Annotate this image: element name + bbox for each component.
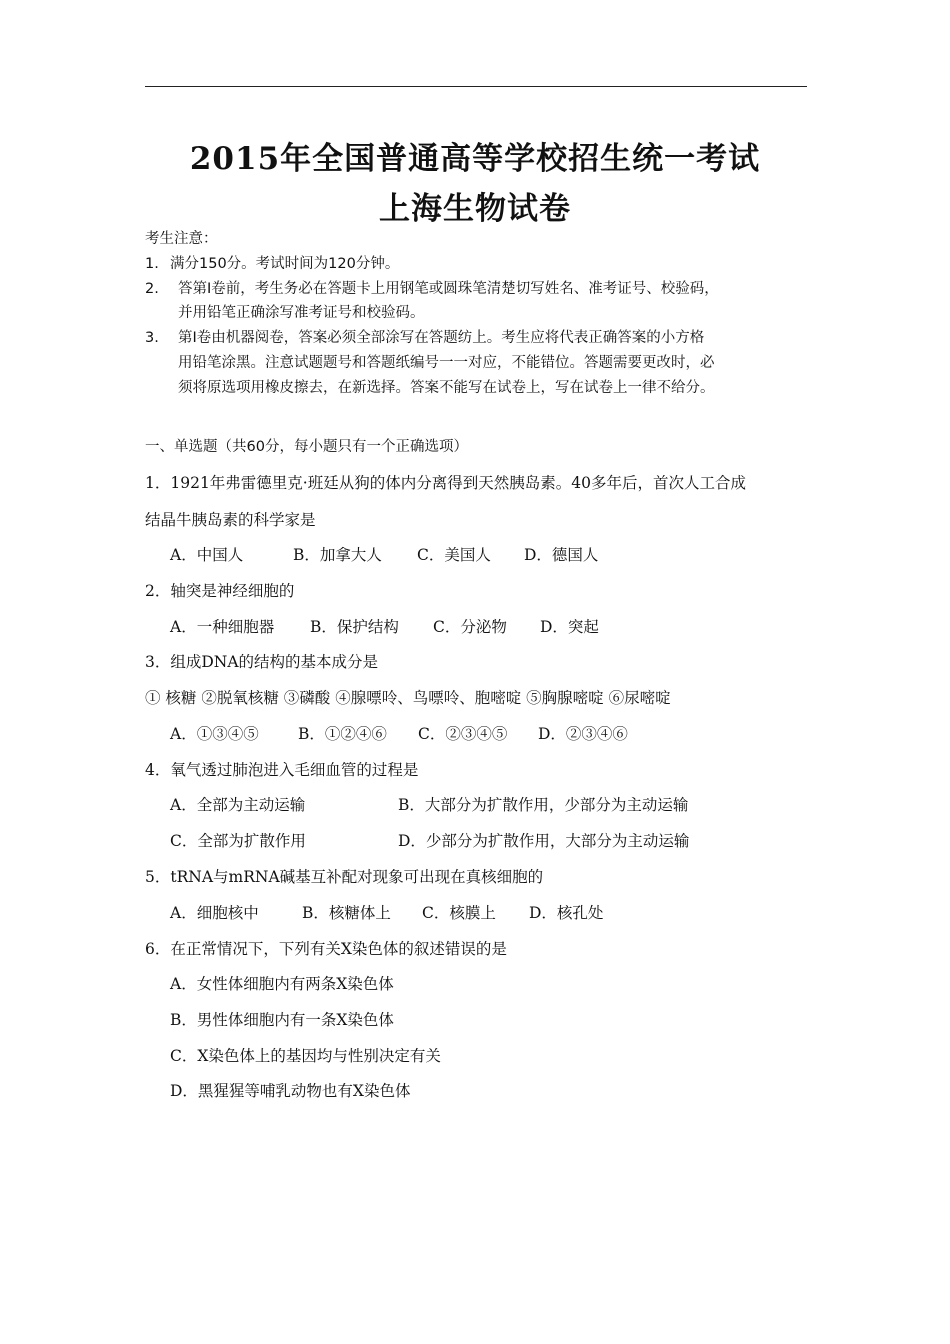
notice-item-1-line: 满分150分。考试时间为120分钟。	[170, 256, 400, 272]
question-4-option-a: A．全部为主动运输	[170, 796, 306, 814]
question-5-option-b: B．核糖体上	[302, 904, 391, 922]
notice-item-2-line-1: 答第Ⅰ卷前，考生务必在答题卡上用钢笔或圆珠笔清楚切写姓名、准考证号、校验码，	[178, 281, 719, 297]
question-4-option-d: D．少部分为扩散作用，大部分为主动运输	[398, 832, 690, 850]
question-3-line-1: 3．组成DNA的结构的基本成分是	[145, 653, 379, 671]
header-rule	[145, 86, 807, 87]
notice-item-3-line-1: 第Ⅰ卷由机器阅卷，答案必须全部涂写在答题纺上。考生应将代表正确答案的小方格	[178, 330, 705, 346]
question-2-option-d: D．突起	[540, 618, 599, 636]
question-5-option-d: D．核孔处	[529, 904, 604, 922]
exam-subtitle: 上海生物试卷	[379, 191, 571, 227]
question-4-option-c: C．全部为扩散作用	[170, 832, 306, 850]
question-6-option-b: B．男性体细胞内有一条X染色体	[170, 1011, 394, 1029]
question-5-option-a: A．细胞核中	[170, 904, 259, 922]
question-5-option-c: C．核膜上	[422, 904, 496, 922]
question-6-option-d: D．黑猩猩等哺乳动物也有X染色体	[170, 1082, 411, 1100]
question-6-option-c: C．X染色体上的基因均与性别决定有关	[170, 1047, 441, 1065]
question-1-option-b: B．加拿大人	[293, 546, 382, 564]
question-3-option-d: D．②③④⑥	[538, 725, 628, 743]
notice-item-3-line-2: 用铅笔涂黑。注意试题题号和答题纸编号一一对应，不能错位。答题需要更改时，必	[178, 355, 715, 371]
question-1-line-1: 1．1921年弗雷德里克·班廷从狗的体内分离得到天然胰岛素。40多年后，首次人工合成	[145, 474, 746, 492]
question-3-option-b: B．①②④⑥	[298, 725, 387, 743]
notice-item-1-num: 1.	[145, 256, 159, 272]
section-heading: 一、单选题（共60分，每小题只有一个正确选项）	[145, 439, 468, 455]
question-2-option-a: A．一种细胞器	[170, 618, 275, 636]
question-2-line-1: 2．轴突是神经细胞的	[145, 582, 295, 600]
notice-item-2-line-2: 并用铅笔正确涂写准考证号和校验码。	[178, 305, 425, 321]
question-1-option-d: D．德国人	[524, 546, 599, 564]
question-3-option-a: A．①③④⑤	[170, 725, 259, 743]
question-2-option-c: C．分泌物	[433, 618, 507, 636]
notice-item-2-num: 2.	[145, 281, 159, 297]
question-2-option-b: B．保护结构	[310, 618, 399, 636]
notice-item-3-line-3: 须将原选项用橡皮擦去，在新选择。答案不能写在试卷上，写在试卷上一律不给分。	[178, 380, 715, 396]
question-1-line-2: 结晶牛胰岛素的科学家是	[145, 511, 316, 529]
exam-title: 2015年全国普通高等学校招生统一考试	[189, 141, 761, 177]
notice-item-3-num: 3.	[145, 330, 159, 346]
question-3-option-c: C．②③④⑤	[418, 725, 508, 743]
question-4-option-b: B．大部分为扩散作用，少部分为主动运输	[398, 796, 689, 814]
notice-heading: 考生注意：	[145, 231, 218, 247]
question-5-line-1: 5．tRNA与mRNA碱基互补配对现象可出现在真核细胞的	[145, 868, 544, 886]
question-6-line-1: 6．在正常情况下，下列有关X染色体的叙述错误的是	[145, 940, 507, 958]
question-1-option-c: C．美国人	[417, 546, 491, 564]
question-3-line-2: ① 核糖 ②脱氧核糖 ③磷酸 ④腺嘌呤、鸟嘌呤、胞嘧啶 ⑤胸腺嘧啶 ⑥尿嘧啶	[145, 689, 671, 707]
question-1-option-a: A．中国人	[170, 546, 244, 564]
question-4-line-1: 4．氧气透过肺泡进入毛细血管的过程是	[145, 761, 419, 779]
question-6-option-a: A．女性体细胞内有两条X染色体	[170, 975, 394, 993]
